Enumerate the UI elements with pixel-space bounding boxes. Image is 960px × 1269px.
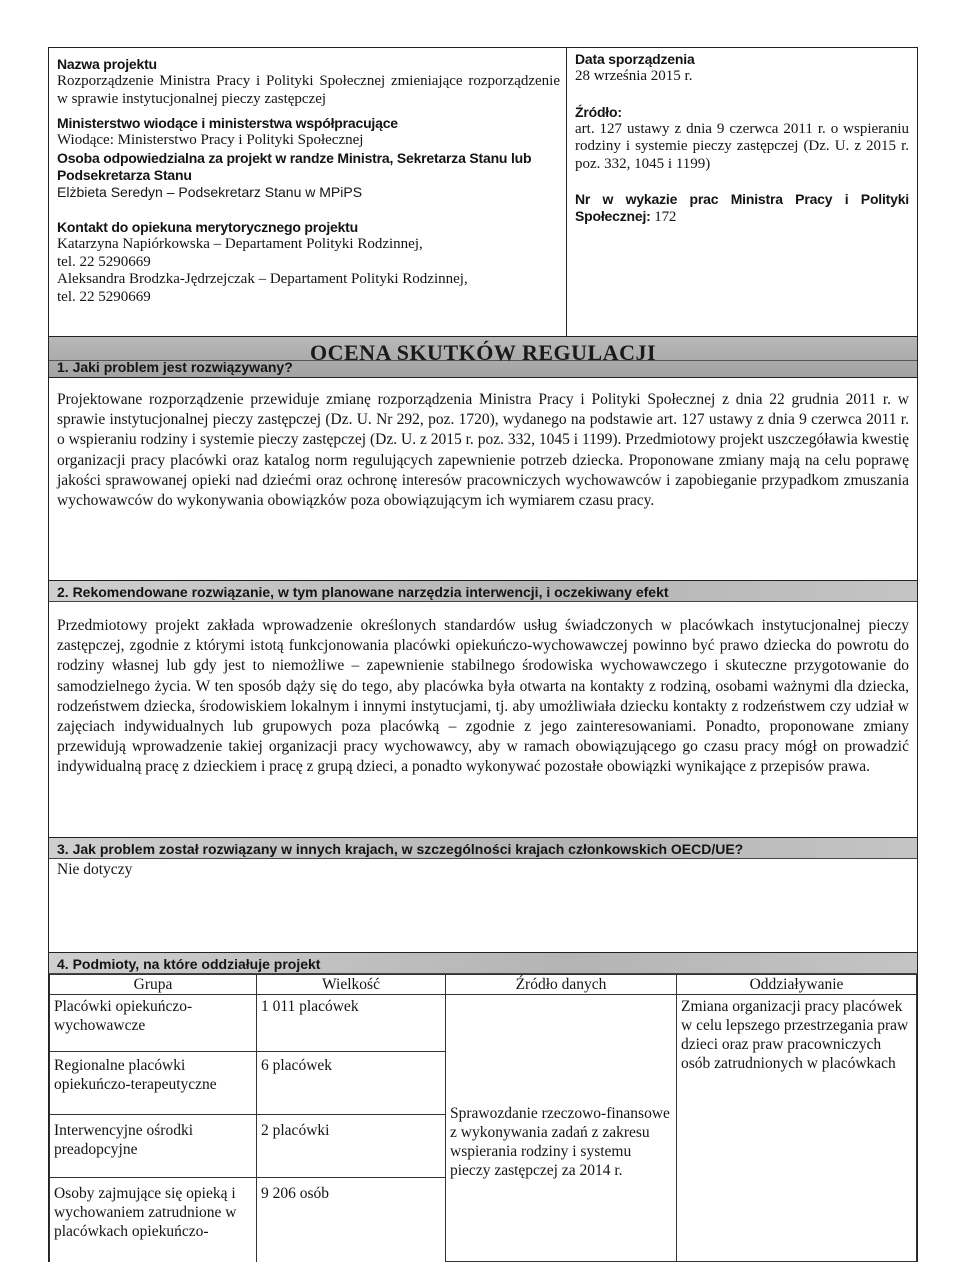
project-name-label: Nazwa projektu	[57, 56, 157, 72]
section-3-title: 3. Jak problem został rozwiązany w innych krajach, w szczególności krajach członkowskich OECD/UE?	[48, 837, 918, 859]
column-header-size: Wielkość	[257, 975, 446, 995]
project-name: Rozporządzenie Ministra Pracy i Polityki Społecznej zmieniające rozporządzenie w sprawie instytucjonalnej pieczy zastępczej	[57, 73, 560, 107]
section-2-text: Przedmiotowy projekt zakłada wprowadzenie określonych standardów usług świadczonych w placówkach instytucjonalnej pieczy zastępczej, zgodnie z którymi istotą funkcjonowania placówki opiekuńczo-wychowawczej powinno być prawo dziecka do powrotu do rodziny własnej lub gdy jest to niemożliwe – zapewnienie stabilnego środowiska wychowawczego i skuteczne przygotowanie do samodzielnego życia. W ten sposób dąży się do tego, aby placówka była otwarta na kontakty z rodziną, osobami ważnymi dla dziecka, rodzeństwem dziecka, środowiskiem lokalnym i innymi instytucjami, tj. aby umożliwiała dziecku kontakty z rodzeństwem czy udział w zajęciach indywidualnych lub grupowych poza placówką – zgodnie z jego zainteresowaniami. Ponadto, proponowane zmiany przewidują wprowadzenie takiej organizacji pracy wychowawcy, aby w ramach obowiązującego go czasu pracy mógł on prowadzić indywidualną pracę z dzieckiem i pracę z grupą dzieci, a ponadto wykonywać pozostałe obowiązki wynikające z przepisów prawa.	[57, 617, 909, 776]
section-1-text: Projektowane rozporządzenie przewiduje zmianę rozporządzenia Ministra Pracy i Polityki Społecznej z dnia 22 grudnia 2011 r. w sprawie instytucjonalnej pieczy zastępczej (Dz. U. Nr 292, poz. 1720), wydanego na podstawie art. 127 ustawy z dnia 9 czerwca 2011 r. o wspieraniu rodziny i systemie pieczy zastępczej (Dz. U. z 2015 r. poz. 332, 1045 i 1199). Przedmiotowy projekt uszczegóławia kwestię organizacji pracy placówki oraz katalog norm regulujących zapewnienie potrzeb dziecka. Proponowane zmiany mają na celu poprawę jakości sprawowanej opieki nad dziećmi oraz ochronę interesów pracowniczych wychowawców i zapobieganie przypadkom zmuszania wychowawców do wykonywania obowiązków poza obowiązującym ich wymiarem czasu pracy.	[57, 391, 909, 510]
column-header-group: Grupa	[50, 975, 257, 995]
section-4	[48, 974, 918, 1262]
column-header-impact: Oddziaływanie	[677, 975, 917, 995]
assessment-title: OCENA SKUTKÓW REGULACJI	[309, 340, 657, 365]
subjects-table	[49, 974, 917, 1262]
ministries-label: Ministerstwo wiodące i ministerstwa współpracujące	[57, 115, 398, 131]
section-3-text: Nie dotyczy	[57, 861, 133, 878]
header-right-column	[567, 48, 917, 336]
responsible-value: Elżbieta Seredyn – Podsekretarz Stanu w MPiPS	[57, 183, 363, 200]
contact-2-tel: tel. 22 5290669	[57, 288, 151, 305]
table-header-row	[50, 975, 917, 995]
contact-1-tel: tel. 22 5290669	[57, 253, 151, 270]
ministries-value: Wiodące: Ministerstwo Pracy i Polityki Społecznej	[57, 132, 364, 148]
section-2-title: 2. Rekomendowane rozwiązanie, w tym planowane narzędzia interwencji, i oczekiwany efekt	[48, 580, 918, 602]
list-value: 172	[654, 209, 677, 225]
row-group: Interwencyjne ośrodki preadopcyjne	[50, 1115, 257, 1178]
row-group: Placówki opiekuńczo-wychowawcze	[50, 995, 257, 1052]
list-number	[575, 191, 909, 226]
contact-2: Aleksandra Brodzka-Jędrzejczak – Departament Polityki Rodzinnej,	[57, 271, 468, 287]
date-value: 28 września 2015 r.	[575, 68, 693, 84]
source-value: art. 127 ustawy z dnia 9 czerwca 2011 r. o wspieraniu rodziny i systemie pieczy zastępczej (Dz. U. z 2015 r. poz. 332, 1045 i 1199)	[575, 120, 909, 172]
source-label: Źródło:	[575, 103, 622, 120]
list-label: Nr w wykazie prac Ministra Pracy i Polityki Społecznej:	[575, 191, 909, 224]
header-left-column	[49, 48, 567, 336]
row-size: 1 011 placówek	[257, 995, 446, 1052]
section-4-title: 4. Podmioty, na które oddziałuje projekt	[48, 952, 918, 974]
assessment-title-bar	[48, 337, 918, 377]
responsible-label: Osoba odpowiedzialna za projekt w randze Ministra, Sekretarza Stanu lub Podsekretarza Stanu	[57, 149, 532, 183]
row-size: 6 placówek	[257, 1052, 446, 1115]
section-1-title: 1. Jaki problem jest rozwiązywany?	[57, 359, 293, 375]
row-size: 9 206 osób	[257, 1178, 446, 1262]
impact-cell: Zmiana organizacji pracy placówek w celu lepszego przestrzegania praw dzieci oraz praw pracowniczych osób zatrudnionych w placówkach	[677, 995, 917, 1262]
table-row	[50, 995, 917, 1052]
osr-form	[48, 47, 918, 1262]
section-2	[48, 602, 918, 837]
section-1	[48, 377, 918, 580]
source-cell: Sprawozdanie rzeczowo-finansowe z wykonywania zadań z zakresu wspierania rodziny i systemu pieczy zastępczej za 2014 r.	[446, 995, 677, 1262]
contact-1: Katarzyna Napiórkowska – Departament Polityki Rodzinnej,	[57, 236, 423, 252]
section-3	[48, 859, 918, 952]
row-group: Regionalne placówki opiekuńczo-terapeutyczne	[50, 1052, 257, 1115]
row-group: Osoby zajmujące się opieką i wychowaniem zatrudnione w placówkach opiekuńczo-	[50, 1178, 257, 1262]
contact-label: Kontakt do opiekuna merytorycznego projektu	[57, 219, 358, 235]
column-header-source: Źródło danych	[446, 975, 677, 995]
header-grid	[48, 47, 918, 337]
row-size: 2 placówki	[257, 1115, 446, 1178]
date-label: Data sporządzenia	[575, 51, 695, 67]
